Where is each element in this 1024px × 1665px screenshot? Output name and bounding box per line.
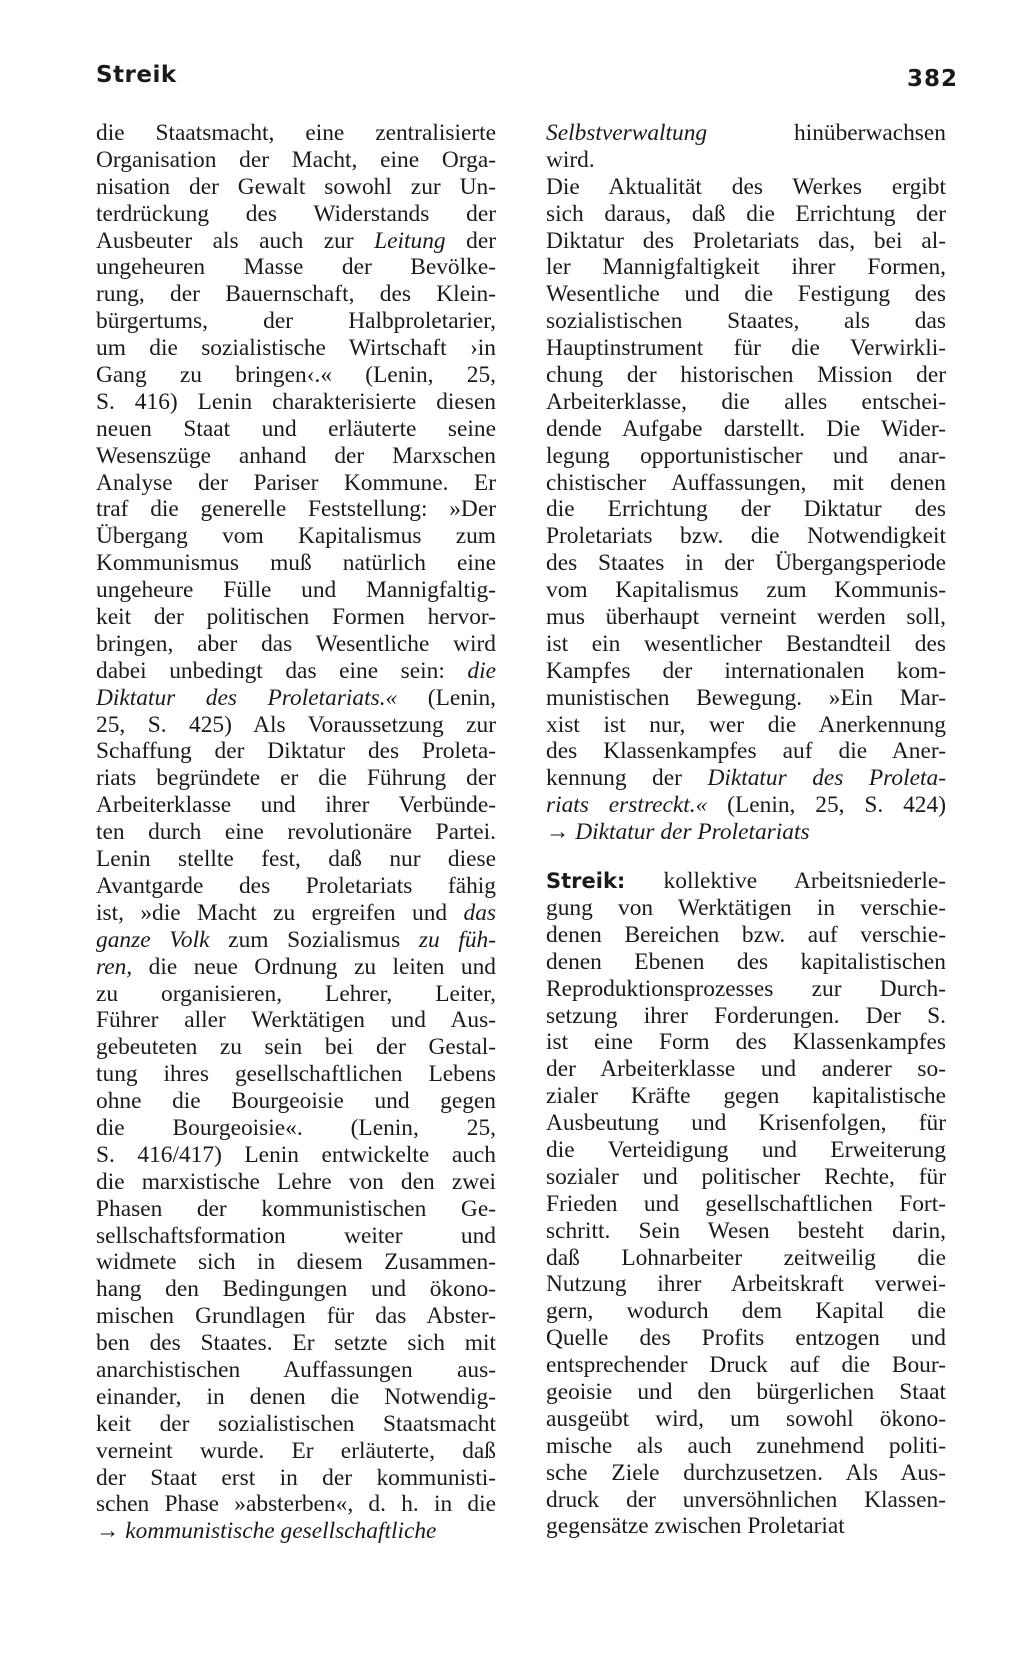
- text-line: geoisie und den bürgerlichen Staat: [546, 1378, 946, 1405]
- text-line: entsprechender Druck auf die Bour-: [546, 1352, 946, 1379]
- text-line: schen Phase »absterben«, d. h. in die: [96, 1491, 496, 1518]
- text-line: verneint wurde. Er erläuterte, daß: [96, 1437, 496, 1464]
- text-line: zialer Kräfte gegen kapitalistische: [546, 1083, 946, 1110]
- text-line: Arbeiterklasse und ihrer Verbünde-: [96, 792, 496, 819]
- text-line: kennung der Diktatur des Proleta-: [546, 765, 946, 792]
- text-line: gegensätze zwischen Proletariat: [546, 1513, 845, 1540]
- text-line: Organisation der Macht, eine Orga-: [96, 146, 496, 173]
- text-line: hang den Bedingungen und ökono-: [96, 1276, 496, 1303]
- text-line: gung von Werktätigen in verschie-: [546, 894, 946, 921]
- text-line: Reproduktionsprozesses zur Durch-: [546, 975, 946, 1002]
- text-line: druck der unversöhnlichen Klassen-: [546, 1486, 946, 1513]
- text-line: chistischer Auffassungen, mit denen: [546, 469, 946, 496]
- left-text-column: [96, 120, 496, 1545]
- text-line: Hauptinstrument für die Verwirkli-: [546, 335, 946, 362]
- text-line: keit der politischen Formen hervor-: [96, 604, 496, 631]
- text-line: xist ist nur, wer die Anerkennung: [546, 711, 946, 738]
- text-line: Analyse der Pariser Kommune. Er: [96, 469, 496, 496]
- text-line: sozialer und politischer Rechte, für: [546, 1163, 946, 1190]
- text-line: schritt. Sein Wesen besteht darin,: [546, 1217, 946, 1244]
- text-line: tung ihres gesellschaftlichen Lebens: [96, 1061, 496, 1088]
- text-line: mischen Grundlagen für das Abster-: [96, 1303, 496, 1330]
- text-line: Gang zu bringen‹.« (Lenin, 25,: [96, 362, 496, 389]
- text-line: bürgertums, der Halbproletarier,: [96, 308, 496, 335]
- text-line: Ausbeuter als auch zur Leitung der: [96, 227, 496, 254]
- text-line: Führer aller Werktätigen und Aus-: [96, 1007, 496, 1034]
- text-line: riats begründete er die Führung der: [96, 765, 496, 792]
- text-line: Schaffung der Diktatur des Proleta-: [96, 738, 496, 765]
- text-line: die marxistische Lehre von den zwei: [96, 1168, 496, 1195]
- text-line: Übergang vom Kapitalismus zum: [96, 523, 496, 550]
- text-line: legung opportunistischer und anar-: [546, 442, 946, 469]
- text-line: ausgeübt wird, um sowohl ökono-: [546, 1405, 946, 1432]
- text-line: Streik: kollektive Arbeitsniederle-: [546, 868, 946, 895]
- text-line: mus überhaupt verneint werden soll,: [546, 604, 946, 631]
- text-line: gebeuteten zu sein bei der Gestal-: [96, 1034, 496, 1061]
- text-line: ungeheure Fülle und Mannigfaltig-: [96, 577, 496, 604]
- text-line: Phasen der kommunistischen Ge-: [96, 1195, 496, 1222]
- text-line: ist, »die Macht zu ergreifen und das: [96, 899, 496, 926]
- page-number: 382: [906, 66, 958, 92]
- text-line: Diktatur des Proletariats das, bei al-: [546, 227, 946, 254]
- text-line: mische als auch zunehmend politi-: [546, 1432, 946, 1459]
- text-line: Nutzung ihrer Arbeitskraft verwei-: [546, 1271, 946, 1298]
- text-line: Frieden und gesellschaftlichen Fort-: [546, 1190, 946, 1217]
- text-line: → kommunistische gesellschaftliche: [96, 1518, 437, 1545]
- text-line: ohne die Bourgeoisie und gegen: [96, 1088, 496, 1115]
- text-line: ten durch eine revolutionäre Partei.: [96, 819, 496, 846]
- text-line: sellschaftsformation weiter und: [96, 1222, 496, 1249]
- text-line: Selbstverwaltung hinüberwachsen: [546, 120, 946, 146]
- text-line: munistischen Bewegung. »Ein Mar-: [546, 684, 946, 711]
- text-line: vom Kapitalismus zum Kommunis-: [546, 577, 946, 604]
- entry-spacer: [546, 846, 946, 868]
- text-line: daß Lohnarbeiter zeitweilig die: [546, 1244, 946, 1271]
- text-line: sche Ziele durchzusetzen. Als Aus-: [546, 1459, 946, 1486]
- text-line: ben des Staates. Er setzte sich mit: [96, 1330, 496, 1357]
- text-line: nisation der Gewalt sowohl zur Un-: [96, 173, 496, 200]
- text-line: die Staatsmacht, eine zentralisierte: [96, 120, 496, 146]
- text-line: die Verteidigung und Erweiterung: [546, 1136, 946, 1163]
- text-line: anarchistischen Auffassungen aus-: [96, 1356, 496, 1383]
- text-line: Proletariats bzw. die Notwendigkeit: [546, 523, 946, 550]
- text-line: Die Aktualität des Werkes ergibt: [546, 173, 946, 200]
- text-line: neuen Staat und erläuterte seine: [96, 415, 496, 442]
- text-line: sozialistischen Staates, als das: [546, 308, 946, 335]
- text-line: Quelle des Profits entzogen und: [546, 1325, 946, 1352]
- entry-streik: [546, 868, 946, 1540]
- right-text-column: [546, 120, 946, 1540]
- text-line: dende Aufgabe darstellt. Die Wider-: [546, 415, 946, 442]
- text-line: Arbeiterklasse, die alles entschei-: [546, 388, 946, 415]
- text-line: widmete sich in diesem Zusammen-: [96, 1249, 496, 1276]
- text-line: Diktatur des Proletariats.« (Lenin,: [96, 684, 496, 711]
- text-line: Kampfes der internationalen kom-: [546, 657, 946, 684]
- page-header: [96, 62, 958, 96]
- text-line: die Bourgeoisie«. (Lenin, 25,: [96, 1114, 496, 1141]
- text-line: terdrückung des Widerstands der: [96, 200, 496, 227]
- text-line: ungeheuren Masse der Bevölke-: [96, 254, 496, 281]
- text-line: ist eine Form des Klassenkampfes: [546, 1029, 946, 1056]
- text-line: Ausbeutung und Krisenfolgen, für: [546, 1110, 946, 1137]
- text-line: Wesentliche und die Festigung des: [546, 281, 946, 308]
- text-line: → Diktatur der Proletariats: [546, 819, 810, 846]
- right-column-continuation: [546, 120, 946, 846]
- text-line: wird.: [546, 146, 595, 173]
- text-line: Lenin stellte fest, daß nur diese: [96, 846, 496, 873]
- text-line: ist ein wesentlicher Bestandteil des: [546, 630, 946, 657]
- text-line: denen Bereichen bzw. auf verschie-: [546, 921, 946, 948]
- text-line: ganze Volk zum Sozialismus zu füh-: [96, 926, 496, 953]
- text-line: gern, wodurch dem Kapital die: [546, 1298, 946, 1325]
- text-line: dabei unbedingt das eine sein: die: [96, 657, 496, 684]
- text-line: ler Mannigfaltigkeit ihrer Formen,: [546, 254, 946, 281]
- text-line: 25, S. 425) Als Voraussetzung zur: [96, 711, 496, 738]
- text-line: des Staates in der Übergangsperiode: [546, 550, 946, 577]
- text-line: Avantgarde des Proletariats fähig: [96, 872, 496, 899]
- text-line: ren, die neue Ordnung zu leiten und: [96, 953, 496, 980]
- text-line: riats erstreckt.« (Lenin, 25, S. 424): [546, 792, 946, 819]
- text-line: des Klassenkampfes auf die Aner-: [546, 738, 946, 765]
- text-line: keit der sozialistischen Staatsmacht: [96, 1410, 496, 1437]
- text-line: rung, der Bauernschaft, des Klein-: [96, 281, 496, 308]
- text-line: sich daraus, daß die Errichtung der: [546, 200, 946, 227]
- text-line: um die sozialistische Wirtschaft ›in: [96, 335, 496, 362]
- text-line: bringen, aber das Wesentliche wird: [96, 630, 496, 657]
- text-line: die Errichtung der Diktatur des: [546, 496, 946, 523]
- text-line: der Staat erst in der kommunisti-: [96, 1464, 496, 1491]
- text-line: Kommunismus muß natürlich eine: [96, 550, 496, 577]
- text-line: S. 416) Lenin charakterisierte diesen: [96, 388, 496, 415]
- text-line: chung der historischen Mission der: [546, 362, 946, 389]
- text-line: Wesenszüge anhand der Marxschen: [96, 442, 496, 469]
- running-head-title: Streik: [96, 62, 177, 88]
- text-line: setzung ihrer Forderungen. Der S.: [546, 1002, 946, 1029]
- text-line: einander, in denen die Notwendig-: [96, 1383, 496, 1410]
- text-line: traf die generelle Feststellung: »Der: [96, 496, 496, 523]
- text-line: der Arbeiterklasse und anderer so-: [546, 1056, 946, 1083]
- text-line: S. 416/417) Lenin entwickelte auch: [96, 1141, 496, 1168]
- text-line: denen Ebenen des kapitalistischen: [546, 948, 946, 975]
- text-line: zu organisieren, Lehrer, Leiter,: [96, 980, 496, 1007]
